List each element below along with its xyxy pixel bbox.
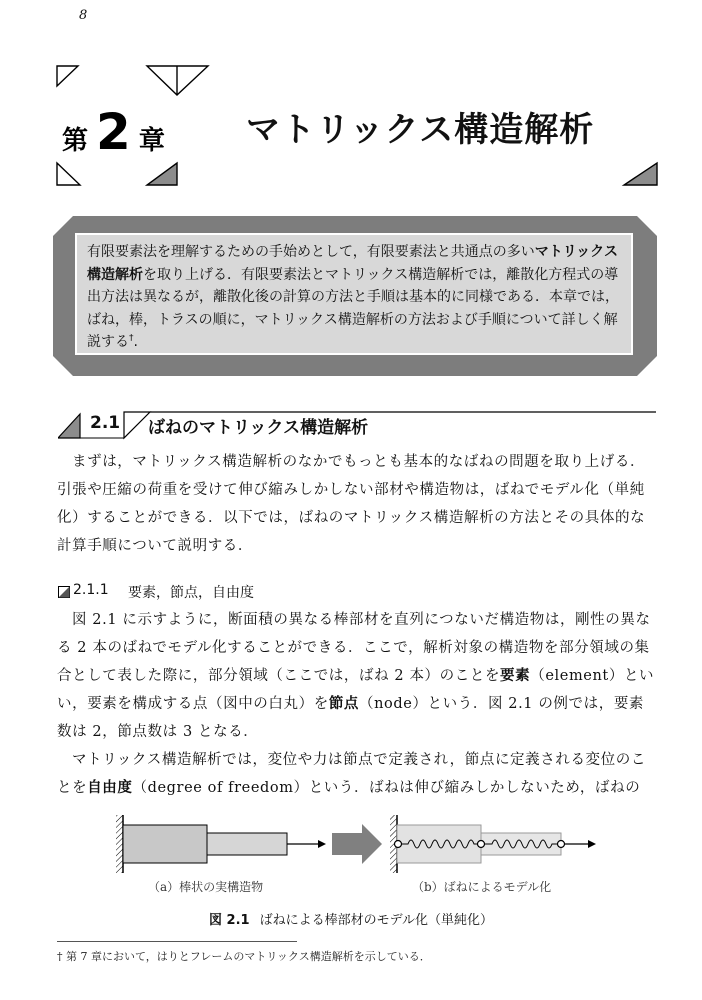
- spring-model-diagram: [390, 815, 596, 873]
- subsection-marker: [58, 586, 70, 598]
- page-number: 8: [79, 8, 88, 23]
- chapter-suffix: 章: [138, 126, 165, 156]
- term-node: 節点: [328, 696, 360, 712]
- body-paragraph-3: [57, 746, 657, 802]
- term-dof: 自由度: [87, 780, 133, 796]
- footnote-divider: [57, 941, 297, 942]
- node-circle: [558, 841, 565, 848]
- p2-text-a: 図 2.1 に示すように，断面積の異なる棒部材を直列につないだ構造物は，剛性の異なる 2 本のばねでモデル化することができる．ここで，解析対象の構造物を部分領域の集合として表した際に，部分領域（ここでは，ばね 2 本）のことを: [57, 612, 651, 684]
- figure-subcaption-a: （a）棒状の実構造物: [148, 880, 264, 894]
- node-circle: [395, 841, 402, 848]
- transform-arrow-icon: [332, 824, 382, 864]
- term-element: 要素: [500, 668, 531, 684]
- p2-text-c: （node）という．図 2.1 の例では，要素数は 2，節点数は 3 となる．: [57, 696, 645, 740]
- p3-text-b: （degree of freedom）という．ばねは伸び縮みしかしないため，ばねの: [132, 780, 641, 796]
- subsection-number: 2.1.1: [73, 582, 109, 598]
- abstract-part2: を取り上げる．有限要素法とマトリックス構造解析では，離散化方程式の導出方法は異なるが，離散化後の計算の方法と手順は基本的に同様である．本章では，ばね，棒，トラスの順に，マトリックス構造解析の方法および手順について詳しく解説する: [87, 266, 619, 350]
- abstract-text: [75, 233, 633, 355]
- abstract-bold-term: マトリックス構造解析: [87, 244, 619, 283]
- bar-structure-diagram: [116, 815, 326, 873]
- section-number: 2.1: [90, 413, 121, 433]
- figure-caption: [0, 909, 702, 928]
- section-title: ばねのマトリックス構造解析: [148, 418, 369, 438]
- figure-caption-text: ばねによる棒部材のモデル化（単純化）: [259, 913, 493, 928]
- subsection-title: 要素，節点，自由度: [128, 585, 254, 601]
- body-paragraph-2: [57, 606, 657, 746]
- p2-text-b: （element）といい，要素を構成する点（図中の白丸）を: [57, 668, 655, 712]
- chapter-label: [62, 103, 165, 161]
- chapter-number: 2: [96, 103, 131, 161]
- intro-paragraph: [57, 448, 657, 560]
- abstract-part3: .: [133, 334, 138, 350]
- chapter-prefix: 第: [62, 126, 89, 156]
- p3-text-a: マトリックス構造解析では，変位や力は節点で定義され，節点に定義される変位のことを: [57, 752, 646, 796]
- figure-2-1: [110, 805, 600, 885]
- intro-text: まずは，マトリックス構造解析のなかでもっとも基本的なばねの問題を取り上げる．引張や圧縮の荷重を受けて伸び縮みしかしない部材や構造物は，ばねでモデル化（単純化）することができる．以下では，ばねのマトリックス構造解析の方法とその具体的な計算手順について説明する．: [57, 454, 646, 554]
- node-circle: [478, 841, 485, 848]
- chapter-title: マトリックス構造解析: [246, 110, 595, 150]
- figure-caption-label: 図 2.1: [209, 913, 250, 928]
- chapter-ornament: [0, 0, 702, 200]
- abstract-part1: 有限要素法を理解するための手始めとして，有限要素法と共通点の多い: [87, 244, 535, 260]
- footnote: † 第 7 章において，はりとフレームのマトリックス構造解析を示している．: [57, 950, 431, 963]
- figure-subcaption-b: （b）ばねによるモデル化: [412, 880, 552, 894]
- footnote-marker: †: [129, 333, 134, 344]
